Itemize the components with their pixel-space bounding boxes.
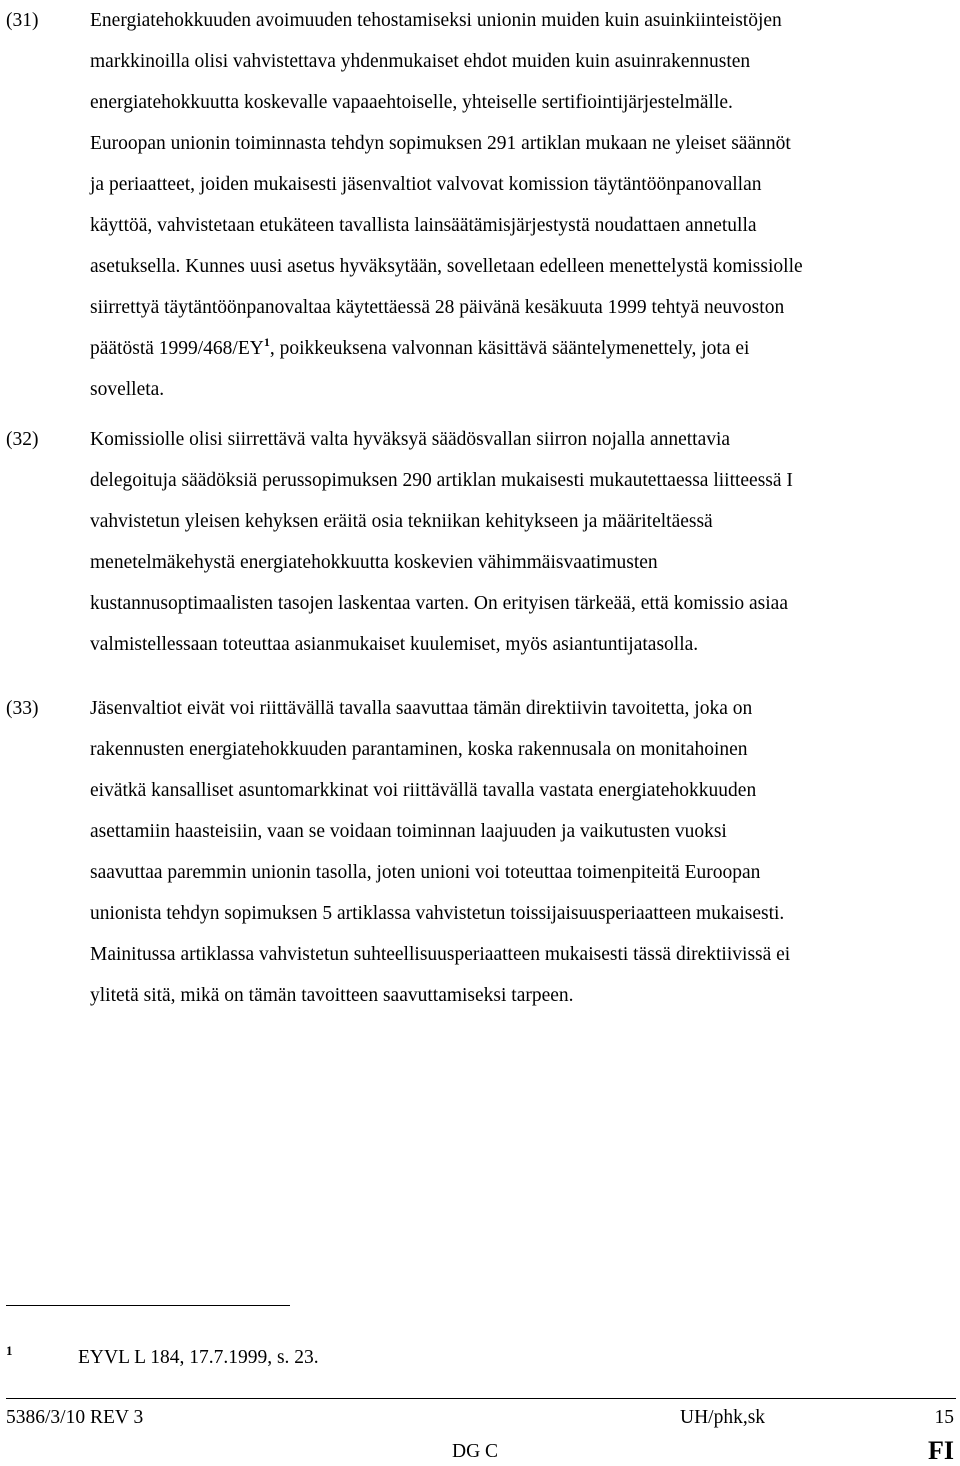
- language-code: FI: [928, 1436, 954, 1465]
- text-line: [90, 328, 956, 369]
- text-line: rakennusten energiatehokkuuden parantaminen, koska rakennusala on monitahoinen: [90, 739, 748, 760]
- footnote-text: EYVL L 184, 17.7.1999, s. 23.: [78, 1347, 319, 1368]
- text-line: valmistellessaan toteuttaa asianmukaiset kuulemiset, myös asiantuntijatasolla.: [90, 634, 699, 655]
- text-segment: päätöstä 1999/468/EY: [90, 338, 264, 359]
- text-line: energiatehokkuutta koskevalle vapaaehtoiselle, yhteiselle sertifiointijärjestelmälle.: [90, 92, 733, 113]
- text-line: Mainitussa artiklassa vahvistetun suhteellisuusperiaatteen mukaisesti tässä direktiivissä ei: [90, 944, 791, 965]
- text-line: saavuttaa paremmin unionin tasolla, joten unioni voi toteuttaa toimenpiteitä Euroopan: [90, 862, 761, 883]
- paragraph-number: (32): [6, 429, 39, 450]
- text-line: asettamiin haasteisiin, vaan se voidaan toiminnan laajuuden ja vaikutusten vuoksi: [90, 821, 727, 842]
- paragraph-text: [90, 0, 956, 410]
- text-line: Jäsenvaltiot eivät voi riittävällä tavalla saavuttaa tämän direktiivin tavoitetta, joka on: [90, 698, 753, 719]
- text-line: ylitetä sitä, mikä on tämän tavoitteen saavuttamiseksi tarpeen.: [90, 985, 574, 1006]
- footnote-divider: [6, 1305, 290, 1306]
- text-line: kustannusoptimaalisten tasojen laskentaa varten. On erityisen tärkeää, että komissio asiaa: [90, 593, 788, 614]
- text-line: siirrettyä täytäntöönpanovaltaa käytettäessä 28 päivänä kesäkuuta 1999 tehtyä neuvoston: [90, 297, 785, 318]
- footnote-number: 1: [6, 1343, 13, 1358]
- text-line: eivätkä kansalliset asuntomarkkinat voi riittävällä tavalla vastata energiatehokkuuden: [90, 780, 757, 801]
- text-segment: , poikkeuksena valvonnan käsittävä sääntelymenettely, jota ei: [269, 338, 750, 359]
- text-line: Euroopan unionin toiminnasta tehdyn sopimuksen 291 artiklan mukaan ne yleiset säännöt: [90, 133, 791, 154]
- text-line: delegoituja säädöksiä perussopimuksen 290 artiklan mukaisesti mukautettaessa liitteessä I: [90, 470, 793, 491]
- text-line: Energiatehokkuuden avoimuuden tehostamiseksi unionin muiden kuin asuinkiinteistöjen: [90, 10, 782, 31]
- text-line: sovelleta.: [90, 379, 165, 400]
- page-number: 15: [934, 1407, 954, 1428]
- paragraph-number: (31): [6, 10, 39, 31]
- paragraph-number: (33): [6, 698, 39, 719]
- paragraph-text: [90, 419, 956, 665]
- author-code: UH/phk,sk: [680, 1407, 766, 1428]
- text-line: markkinoilla olisi vahvistettava yhdenmukaiset ehdot muiden kuin asuinrakennusten: [90, 51, 751, 72]
- text-line: ja periaatteet, joiden mukaisesti jäsenvaltiot valvovat komission täytäntöönpanovallan: [90, 174, 762, 195]
- text-line: unionista tehdyn sopimuksen 5 artiklassa vahvistetun toissijaisuusperiaatteen mukaisesti.: [90, 903, 785, 924]
- text-line: Komissiolle olisi siirrettävä valta hyväksyä säädösvallan siirron nojalla annettavia: [90, 429, 731, 450]
- text-line: asetuksella. Kunnes uusi asetus hyväksytään, sovelletaan edelleen menettelystä komissiolle: [90, 256, 803, 277]
- footer-divider: [6, 1398, 956, 1399]
- footnote-reference[interactable]: 1: [263, 334, 270, 349]
- text-line: vahvistetun yleisen kehyksen eräitä osia tekniikan kehitykseen ja määriteltäessä: [90, 511, 713, 532]
- paragraph-text: [90, 688, 956, 1016]
- directorate-label: DG C: [452, 1441, 499, 1462]
- text-line: käyttöä, vahvistetaan etukäteen tavallista lainsäätämisjärjestystä noudattaen annetulla: [90, 215, 757, 236]
- document-reference: 5386/3/10 REV 3: [6, 1407, 144, 1428]
- text-line: menetelmäkehystä energiatehokkuutta koskevien vähimmäisvaatimusten: [90, 552, 658, 573]
